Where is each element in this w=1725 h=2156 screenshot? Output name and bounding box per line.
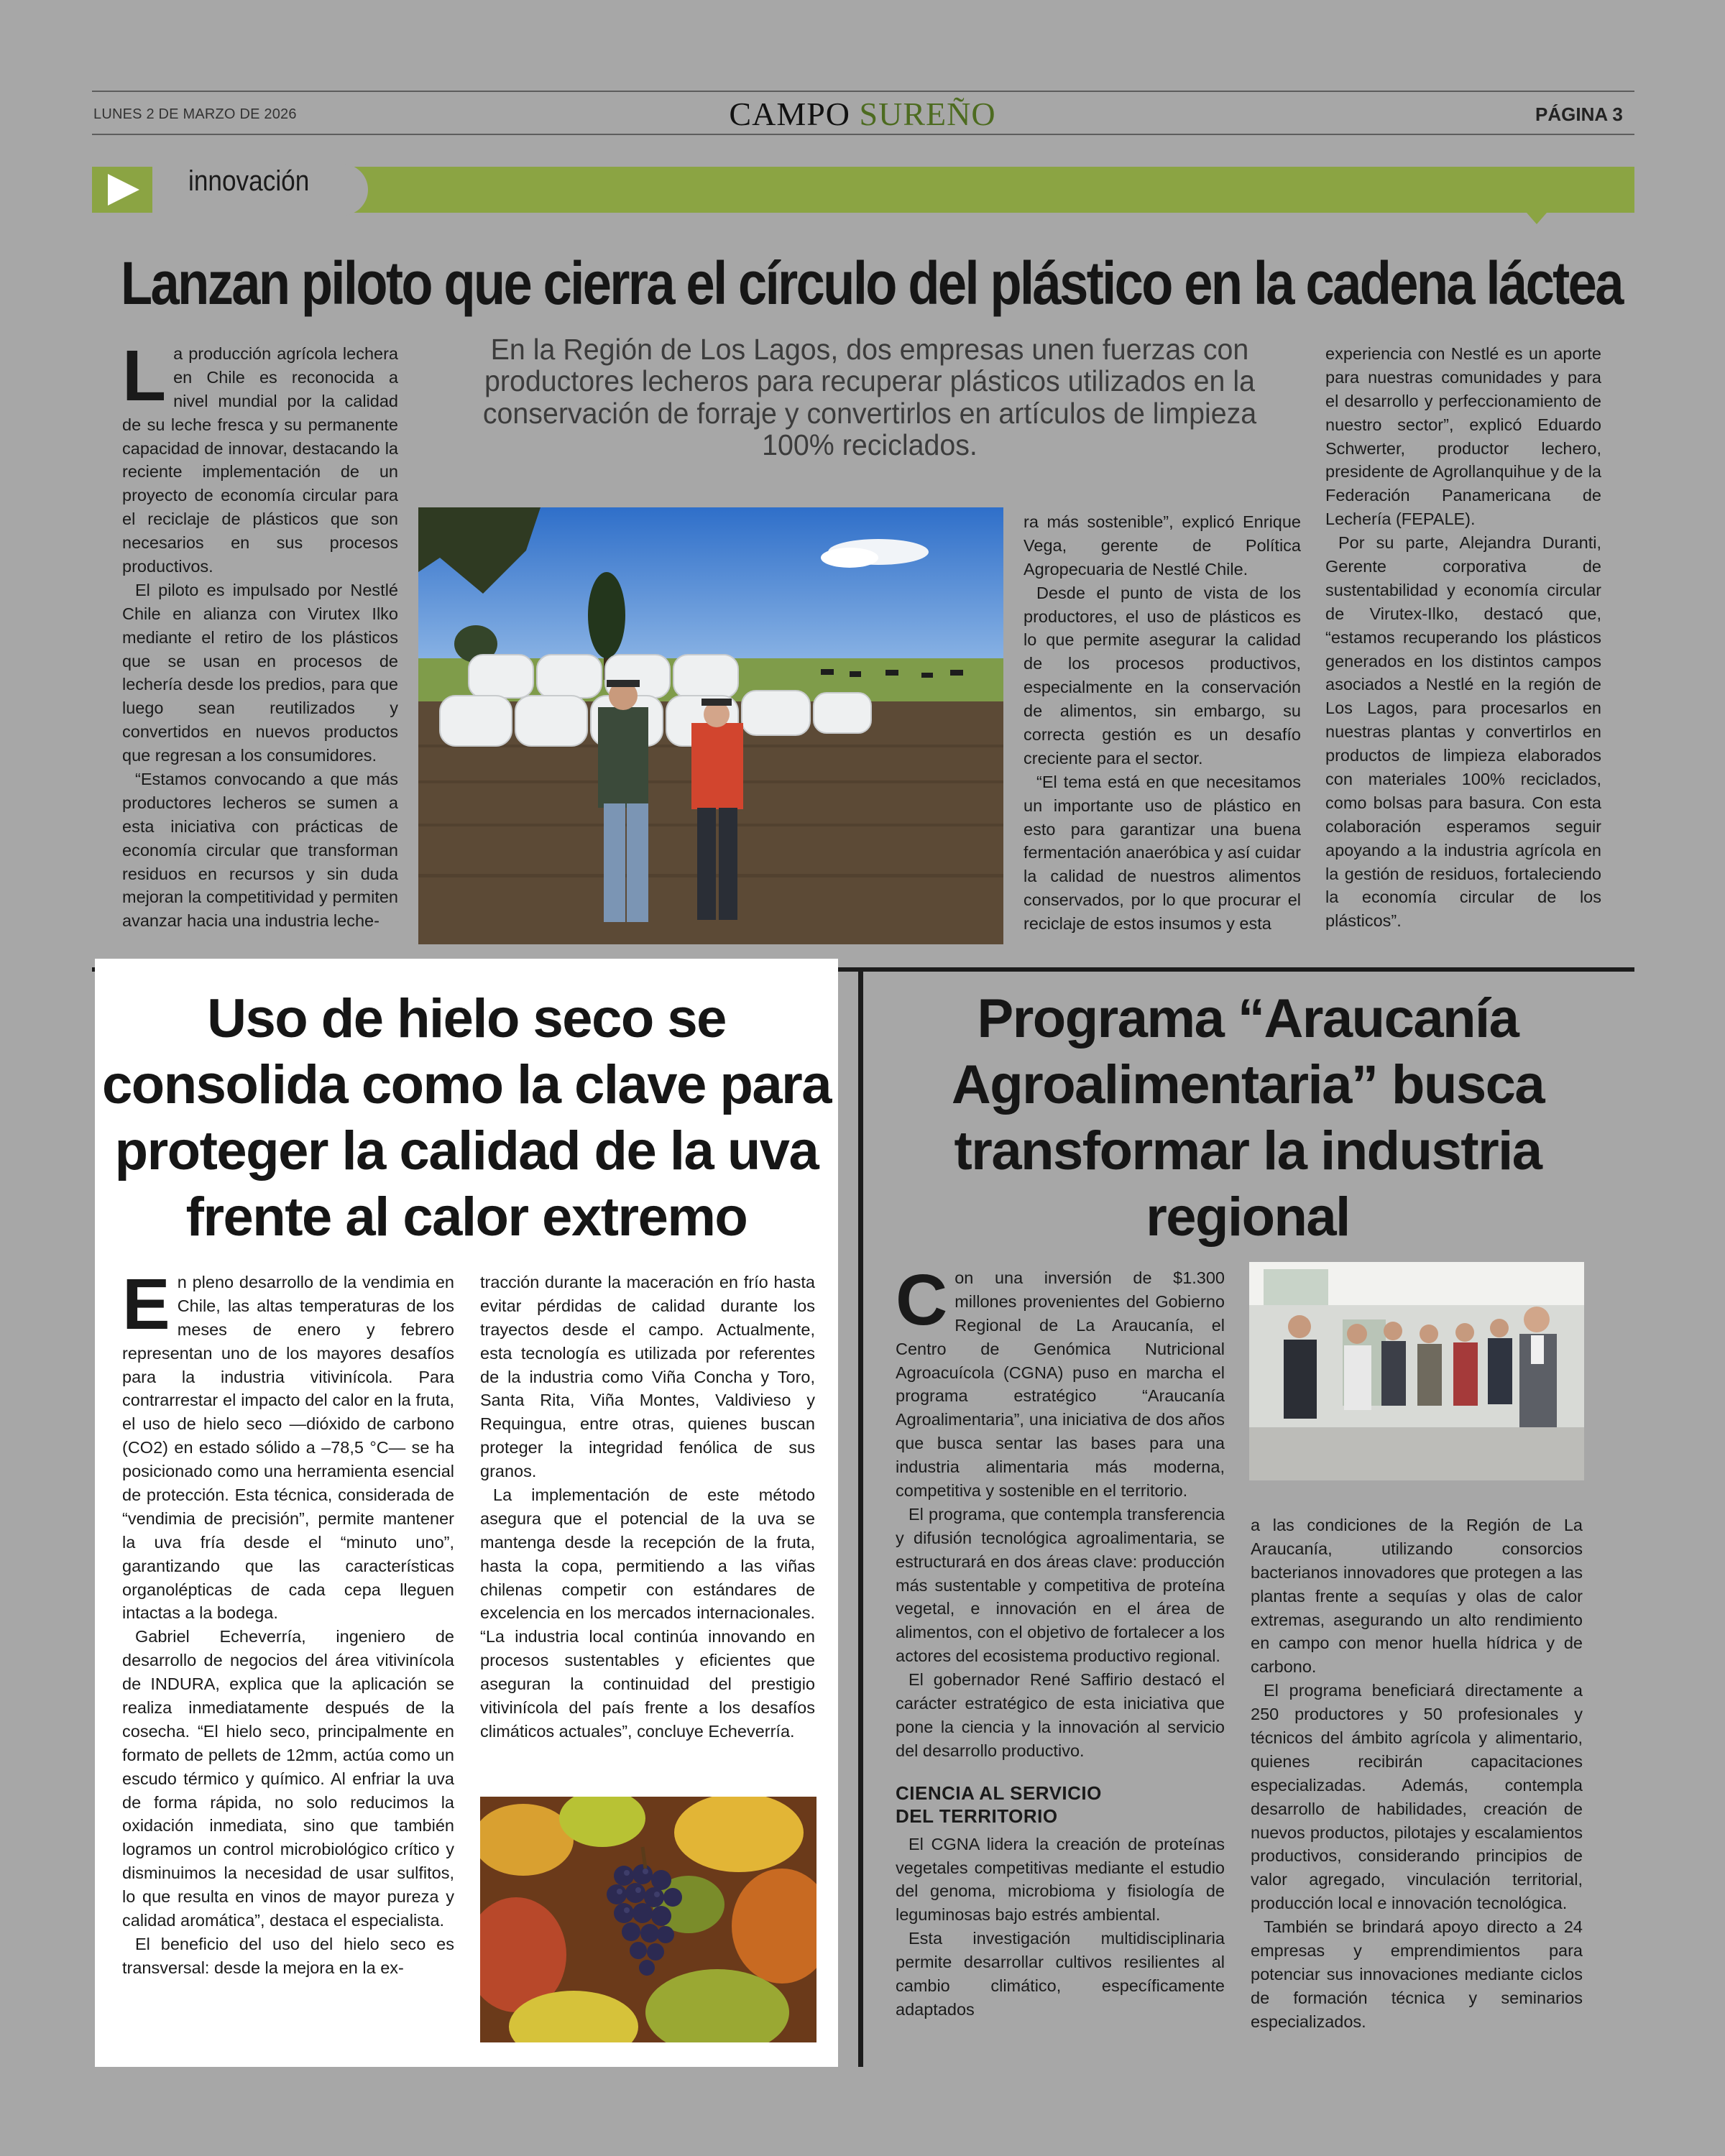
drop-cap: L bbox=[122, 342, 167, 416]
headline-line: proteger la calidad de la uva bbox=[114, 1120, 819, 1181]
paragraph: ra más sostenible”, explicó Enrique Vega, gerente de Política Agropecuaria de Nestlé Chile. bbox=[1024, 512, 1301, 579]
paragraph: experiencia con Nestlé es un aporte para nuestras comunidades y para el desarrollo y perfeccionamiento de nuestro sector”, explicó Eduardo Schwerter, productor lechero, presidente de Agrollanquihue y de la Federación Panamericana de Lechería (FEPALE). bbox=[1325, 344, 1601, 529]
grapes-photo bbox=[480, 1797, 816, 2042]
paragraph: “El tema está en que necesitamos un importante uso de plástico en esto para garantizar una buena fermentación anaeróbica y así cuidar la calidad de nuestros alimentos conservados, por lo que procurar el reciclaje de estos insumos y esta bbox=[1024, 772, 1301, 934]
subhead-line: CIENCIA AL SERVICIO bbox=[896, 1782, 1102, 1804]
paragraph: a las condiciones de la Región de La Araucanía, utilizando consorcios bacterianos innovadores que protegen a las plantas frente a sequías y olas de calor extremas, asegurando un alto rendimiento en campo con menor huella hídrica y de carbono. bbox=[1251, 1516, 1583, 1677]
play-triangle-icon bbox=[92, 167, 152, 213]
article3-col2 bbox=[1251, 1514, 1583, 2054]
paragraph: El piloto es impulsado por Nestlé Chile en alianza con Virutex Ilko mediante el retiro de los plásticos que se usan en procesos de lechería desde los predios, para que luego sean reutilizados y convertidos en nuevos productos que regresan a los consumidores. bbox=[122, 580, 398, 765]
paragraph: El beneficio del uso del hielo seco es transversal: desde la mejora en la ex- bbox=[122, 1934, 454, 1977]
top-rule bbox=[92, 91, 1634, 92]
article1-headline: Lanzan piloto que cierra el círculo del plástico en la cadena láctea bbox=[121, 249, 1622, 317]
paragraph: La implementación de este método asegura que el potencial de la uva se mantenga desde la recepción de la fruta, hasta la copa, permitiendo a las viñas chilenas competir con estándares de excelencia en los mercados internacionales. “La industria local continúa innovando en procesos sustentables y eficientes que aseguran la continuidad del prestigio vitivinícola del país frente a los desafíos climáticos actuales”, concluye Echeverría. bbox=[480, 1485, 815, 1741]
farm-photo bbox=[418, 507, 1003, 944]
article1-col3 bbox=[1024, 510, 1301, 954]
paragraph: Desde el punto de vista de los productores, el uso de plásticos es lo que permite asegurar la calidad de los procesos productivos, especialmente en la conservación de alimentos, sin embargo, su correcta gestión es un desafío creciente para el sector. bbox=[1024, 583, 1301, 768]
drop-cap: C bbox=[896, 1266, 948, 1340]
paragraph: a producción agrícola lechera en Chile es reconocida a nivel mundial por la calidad de su leche fresca y su permanente capacidad de innovar, destacando la reciente implementación de un proyecto de economía circular para el reciclaje de plásticos que son necesarios en sus procesos productivos. bbox=[122, 344, 398, 576]
paragraph: También se brindará apoyo directo a 24 empresas y emprendimientos para potenciar sus innovaciones mediante ciclos de formación técnica y seminarios especializados. bbox=[1251, 1917, 1583, 2031]
headline-line: transformar la industria bbox=[954, 1120, 1542, 1181]
paragraph: El gobernador René Saffirio destacó el carácter estratégico de esta iniciativa que pone la ciencia y la innovación al servicio del desarrollo productivo. bbox=[896, 1670, 1225, 1760]
section-label: innovación bbox=[188, 165, 310, 197]
article1-col4 bbox=[1325, 342, 1601, 954]
paragraph: El CGNA lidera la creación de proteínas vegetales competitivas mediante el estudio del genoma, microbioma y fisiología de leguminosas bajo estrés ambiental. bbox=[896, 1834, 1225, 1925]
grapes-photo-art bbox=[480, 1797, 816, 2042]
headline-line: Uso de hielo seco se bbox=[207, 988, 726, 1049]
headline-line: consolida como la clave para bbox=[102, 1054, 831, 1115]
article3-headline bbox=[887, 986, 1609, 1250]
page-number: PÁGINA 3 bbox=[1535, 103, 1623, 125]
newspaper-title bbox=[647, 95, 1078, 133]
paragraph: Gabriel Echeverría, ingeniero de desarrollo de negocios del área vitivinícola de INDURA, explica que la aplicación se realiza inmediatamente después de la cosecha. “El hielo seco, principalmente en formato de pellets de 12mm, actúa como un escudo térmico y químico. Al enfriar la uva de forma rápida, no solo reducimos la oxidación inmediata, sino que también logramos un control microbiológico crítico y disminuimos la necesidad de usar sulfitos, lo que resulta en vinos de mayor pureza y calidad aromática”, destaca el especialista. bbox=[122, 1627, 454, 1930]
drop-cap: E bbox=[122, 1271, 170, 1345]
deck-line: En la Región de Los Lagos, dos empresas unen fuerzas con bbox=[490, 333, 1249, 366]
article3-col1 bbox=[896, 1266, 1225, 2045]
paragraph: El programa beneficiará directamente a 250 productores y 50 profesionales y técnicos del ámbito agrícola y alimentario, quienes recibirán capacitaciones especializadas. Además, contempla desarrollo de habilidades, creación de nuevos productos, pilotajes y escalamientos productivos, considerando principios de valor agregado, vinculación territorial, producción local e innovación tecnológica. bbox=[1251, 1681, 1583, 1913]
column-divider bbox=[858, 972, 863, 2067]
lab-group-photo-art bbox=[1249, 1262, 1584, 1480]
paragraph: tracción durante la maceración en frío hasta evitar pérdidas de calidad durante los trayectos desde el campo. Actualmente, esta tecnología es utilizada por referentes de la industria como Viña Concha y Toro, Santa Rita, Viña Montes, Valdivieso y Requingua, entre otras, quienes buscan proteger la integridad fenólica de sus granos. bbox=[480, 1273, 815, 1481]
headline-line: Programa “Araucanía bbox=[977, 988, 1519, 1049]
paragraph: El programa, que contempla transferencia y difusión tecnológica agroalimentaria, se estructurará en dos áreas clave: producción más sustentable y competitiva de proteína vegetal, e innovación en el área de alimentos, con el objetivo de fortalecer a los actores del ecosistema productivo regional. bbox=[896, 1504, 1225, 1666]
deck-line: productores lecheros para recuperar plásticos utilizados en la bbox=[484, 364, 1256, 398]
article1-col1 bbox=[122, 342, 398, 952]
article2-headline bbox=[101, 986, 832, 1250]
banner-notch bbox=[1527, 213, 1547, 224]
farm-photo-art bbox=[418, 507, 1003, 944]
deck-line: conservación de forraje y convertirlos en artículos de limpieza bbox=[482, 396, 1257, 430]
paragraph: on una inversión de $1.300 millones provenientes del Gobierno Regional de La Araucanía, el Centro de Genómica Nutricional Agroacuícola (CGNA) puso en marcha el programa estratégico “Araucanía Agroalimentaria”, una iniciativa de dos años que busca sentar las bases para una industria alimentaria más moderna, competitiva y sostenible en el territorio. bbox=[896, 1268, 1225, 1501]
article2-col1 bbox=[122, 1271, 454, 2044]
paragraph: Esta investigación multidisciplinaria permite desarrollar cultivos resilientes al cambio climático, específicamente adaptados bbox=[896, 1929, 1225, 2019]
headline-line: frente al calor extremo bbox=[185, 1187, 748, 1248]
paragraph: “Estamos convocando a que más productores lecheros se sumen a esta iniciativa con prácticas de economía circular que transforman residuos en recursos y sin duda mejoran la competitividad y permiten avanzar hacia una industria leche- bbox=[122, 770, 398, 931]
subhead-line: DEL TERRITORIO bbox=[896, 1805, 1058, 1828]
issue-date: LUNES 2 DE MARZO DE 2026 bbox=[93, 106, 297, 122]
headline-line: regional bbox=[1146, 1187, 1350, 1248]
deck-line: 100% reciclados. bbox=[762, 428, 978, 461]
paragraph: n pleno desarrollo de la vendimia en Chile, las altas temperaturas de los meses de enero y febrero representan uno de los mayores desafíos para la industria vitivinícola. Para contrarrestar el impacto del calor en la fruta, el uso de hielo seco —dióxido de carbono (CO2) en estado sólido a –78,5 °C— se ha posicionado como una herramienta esencial de protección. Esta técnica, considerada de “vendimia de precisión”, permite mantener la uva fría desde el “minuto uno”, garantizando que las características organolépticas de cada cepa lleguen intactas a la bodega. bbox=[122, 1273, 454, 1623]
article2-col2 bbox=[480, 1271, 815, 1788]
title-part-1: CAMPO bbox=[729, 96, 851, 132]
lab-group-photo bbox=[1249, 1262, 1584, 1480]
article1-deck bbox=[463, 333, 1277, 461]
title-part-2: SUREÑO bbox=[859, 96, 996, 132]
article3-subhead bbox=[896, 1782, 1225, 1828]
masthead-rule bbox=[92, 134, 1634, 135]
headline-line: Agroalimentaria” busca bbox=[951, 1054, 1545, 1115]
paragraph: Por su parte, Alejandra Duranti, Gerente corporativa de sustentabilidad y economía circular de Virutex-Ilko, destacó que, “estamos recuperando los plásticos generados en los distintos campos asociados a Nestlé en la región de Los Lagos, para procesarlos en nuestras plantas y convertirlos en productos de limpieza elaborados con materiales 100% reciclados, como bolsas para basura. Con esta colaboración esperamos seguir apoyando a la industria agrícola en la gestión de residuos, fortaleciendo la economía circular de los plásticos”. bbox=[1325, 533, 1601, 931]
